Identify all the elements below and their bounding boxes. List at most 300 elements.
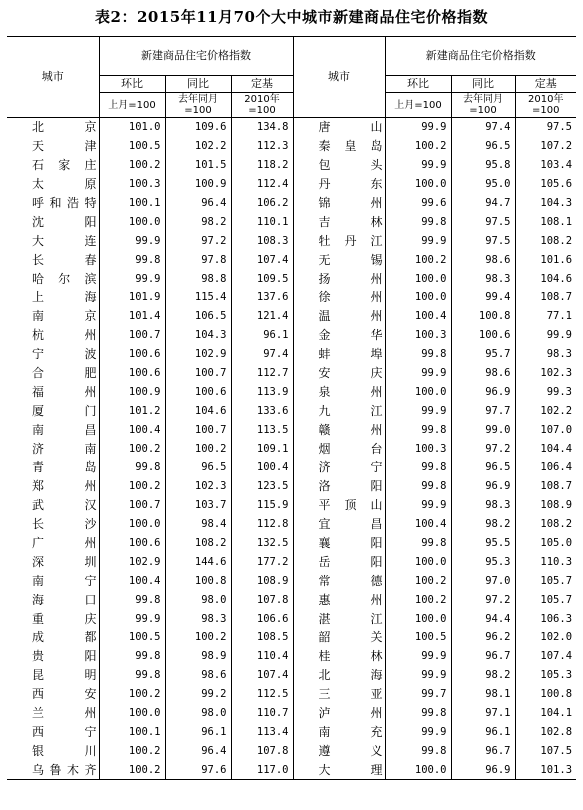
cell-yoy-left: 100.7 (165, 420, 231, 439)
table-row (7, 250, 576, 269)
cell-mom-left: 100.1 (99, 194, 165, 213)
cell-fixed-right: 98.3 (515, 345, 576, 364)
cell-mom-left: 100.4 (99, 420, 165, 439)
cell-mom-right: 100.5 (385, 628, 451, 647)
cell-fixed-left: 137.6 (231, 288, 293, 307)
cell-yoy-right: 97.7 (451, 401, 515, 420)
table-row (7, 685, 576, 704)
city-name-left: 深圳 (32, 554, 97, 569)
cell-fixed-right: 102.0 (515, 628, 576, 647)
table-row (7, 534, 576, 553)
city-name-left: 宁波 (32, 347, 97, 362)
cell-mom-left: 100.6 (99, 534, 165, 553)
cell-yoy-left: 98.0 (165, 590, 231, 609)
cell-fixed-right: 104.1 (515, 704, 576, 723)
cell-mom-right: 100.0 (385, 760, 451, 779)
cell-yoy-right: 97.5 (451, 231, 515, 250)
cell-mom-right: 100.4 (385, 307, 451, 326)
cell-yoy-left: 100.2 (165, 439, 231, 458)
cell-yoy-left: 102.9 (165, 345, 231, 364)
cell-yoy-left: 96.4 (165, 741, 231, 760)
cell-yoy-left: 97.8 (165, 250, 231, 269)
city-name-right: 温州 (293, 307, 385, 326)
cell-fixed-left: 121.4 (231, 307, 293, 326)
city-name-left: 成都 (32, 630, 97, 645)
table-row (7, 156, 576, 175)
cell-yoy-left: 98.9 (165, 647, 231, 666)
cell-mom-left: 99.9 (99, 609, 165, 628)
city-name-left: 大连 (32, 233, 97, 248)
city-name-left: 海口 (32, 592, 97, 607)
city-name-right: 秦皇岛 (293, 137, 385, 156)
cell-fixed-right: 107.4 (515, 647, 576, 666)
cell-fixed-left: 112.5 (231, 685, 293, 704)
cell-mom-left: 100.2 (99, 439, 165, 458)
cell-yoy-left: 109.6 (165, 118, 231, 137)
cell-fixed-left: 134.8 (231, 118, 293, 137)
cell-fixed-right: 108.7 (515, 477, 576, 496)
cell-yoy-left: 102.2 (165, 137, 231, 156)
cell-mom-left: 99.8 (99, 647, 165, 666)
cell-fixed-right: 105.7 (515, 590, 576, 609)
city-name-right: 岳阳 (293, 552, 385, 571)
cell-fixed-right: 107.5 (515, 741, 576, 760)
table-row (7, 760, 576, 779)
cell-mom-right: 99.9 (385, 496, 451, 515)
cell-yoy-right: 94.4 (451, 609, 515, 628)
city-name-left: 西宁 (32, 724, 97, 739)
cell-fixed-left: 107.4 (231, 250, 293, 269)
cell-yoy-right: 95.8 (451, 156, 515, 175)
cell-yoy-left: 101.5 (165, 156, 231, 175)
header-mom-right: 环比 (385, 76, 451, 93)
table-row (7, 496, 576, 515)
city-name-left: 福州 (32, 384, 97, 399)
cell-mom-left: 99.9 (99, 231, 165, 250)
city-name-right: 蚌埠 (293, 345, 385, 364)
table-row (7, 420, 576, 439)
cell-fixed-right: 108.7 (515, 288, 576, 307)
city-name-right: 金华 (293, 326, 385, 345)
city-name-left: 广州 (32, 536, 97, 551)
cell-mom-left: 100.2 (99, 741, 165, 760)
cell-mom-left: 99.9 (99, 269, 165, 288)
cell-fixed-left: 117.0 (231, 760, 293, 779)
cell-yoy-left: 100.8 (165, 571, 231, 590)
cell-mom-right: 99.9 (385, 723, 451, 742)
cell-fixed-right: 108.2 (515, 231, 576, 250)
cell-fixed-left: 100.4 (231, 458, 293, 477)
cell-fixed-right: 105.6 (515, 175, 576, 194)
cell-mom-right: 99.8 (385, 420, 451, 439)
cell-yoy-right: 95.3 (451, 552, 515, 571)
cell-mom-right: 99.9 (385, 401, 451, 420)
city-name-right: 宜昌 (293, 515, 385, 534)
cell-mom-right: 99.9 (385, 118, 451, 137)
cell-fixed-right: 101.3 (515, 760, 576, 779)
city-name-right: 常德 (293, 571, 385, 590)
cell-fixed-right: 100.8 (515, 685, 576, 704)
cell-mom-right: 99.9 (385, 666, 451, 685)
cell-mom-left: 100.5 (99, 628, 165, 647)
cell-fixed-left: 177.2 (231, 552, 293, 571)
cell-fixed-left: 110.1 (231, 212, 293, 231)
cell-yoy-right: 98.2 (451, 666, 515, 685)
cell-mom-left: 102.9 (99, 552, 165, 571)
cell-fixed-left: 108.5 (231, 628, 293, 647)
cell-mom-left: 100.7 (99, 326, 165, 345)
city-name-right: 九江 (293, 401, 385, 420)
table-row (7, 723, 576, 742)
cell-fixed-left: 108.3 (231, 231, 293, 250)
cell-mom-left: 100.5 (99, 137, 165, 156)
cell-yoy-right: 96.9 (451, 382, 515, 401)
cell-yoy-right: 95.0 (451, 175, 515, 194)
cell-yoy-right: 99.0 (451, 420, 515, 439)
cell-fixed-right: 107.2 (515, 137, 576, 156)
cell-fixed-left: 106.6 (231, 609, 293, 628)
cell-yoy-right: 96.1 (451, 723, 515, 742)
city-name-right: 惠州 (293, 590, 385, 609)
cell-fixed-right: 102.3 (515, 364, 576, 383)
cell-yoy-left: 108.2 (165, 534, 231, 553)
cell-mom-left: 100.2 (99, 685, 165, 704)
cell-fixed-left: 112.8 (231, 515, 293, 534)
city-name-left: 厦门 (32, 403, 97, 418)
table-row (7, 552, 576, 571)
cell-fixed-left: 113.9 (231, 382, 293, 401)
cell-yoy-left: 98.3 (165, 609, 231, 628)
city-name-right: 南充 (293, 723, 385, 742)
table-row (7, 628, 576, 647)
cell-mom-right: 100.4 (385, 515, 451, 534)
cell-fixed-right: 77.1 (515, 307, 576, 326)
cell-fixed-left: 112.7 (231, 364, 293, 383)
cell-fixed-left: 110.7 (231, 704, 293, 723)
header-yoy-right: 同比 (451, 76, 515, 93)
city-name-right: 安庆 (293, 364, 385, 383)
cell-yoy-right: 98.1 (451, 685, 515, 704)
city-name-right: 平顶山 (293, 496, 385, 515)
cell-mom-left: 100.6 (99, 345, 165, 364)
city-name-right: 牡丹江 (293, 231, 385, 250)
cell-mom-right: 99.8 (385, 345, 451, 364)
city-name-right: 北海 (293, 666, 385, 685)
cell-fixed-left: 109.5 (231, 269, 293, 288)
city-name-right: 湛江 (293, 609, 385, 628)
cell-yoy-right: 97.1 (451, 704, 515, 723)
city-name-left: 银川 (32, 743, 97, 758)
cell-mom-right: 99.9 (385, 647, 451, 666)
cell-yoy-left: 104.3 (165, 326, 231, 345)
cell-mom-left: 100.0 (99, 704, 165, 723)
cell-yoy-right: 97.4 (451, 118, 515, 137)
cell-fixed-right: 102.2 (515, 401, 576, 420)
header-mom-base-right: 上月=100 (385, 93, 451, 118)
cell-mom-right: 99.9 (385, 156, 451, 175)
city-name-right: 锦州 (293, 194, 385, 213)
cell-mom-right: 100.2 (385, 250, 451, 269)
cell-fixed-left: 112.4 (231, 175, 293, 194)
city-name-left: 沈阳 (32, 214, 97, 229)
cell-fixed-right: 105.0 (515, 534, 576, 553)
cell-mom-left: 100.9 (99, 382, 165, 401)
table-header (7, 37, 576, 118)
cell-mom-right: 99.8 (385, 477, 451, 496)
table-row (7, 704, 576, 723)
cell-mom-right: 99.8 (385, 534, 451, 553)
cell-yoy-left: 103.7 (165, 496, 231, 515)
city-name-left: 长沙 (32, 517, 97, 532)
city-name-left: 北京 (32, 120, 97, 135)
table-row (7, 515, 576, 534)
cell-yoy-left: 104.6 (165, 401, 231, 420)
cell-yoy-left: 97.2 (165, 231, 231, 250)
city-name-right: 唐山 (293, 118, 385, 137)
city-name-left: 青岛 (32, 460, 97, 475)
table-row (7, 307, 576, 326)
table-row (7, 609, 576, 628)
cell-yoy-right: 98.6 (451, 364, 515, 383)
cell-yoy-left: 100.7 (165, 364, 231, 383)
cell-fixed-left: 115.9 (231, 496, 293, 515)
cell-fixed-left: 107.8 (231, 590, 293, 609)
cell-fixed-right: 104.6 (515, 269, 576, 288)
cell-fixed-left: 106.2 (231, 194, 293, 213)
city-name-right: 济宁 (293, 458, 385, 477)
cell-yoy-right: 97.2 (451, 439, 515, 458)
table-row (7, 590, 576, 609)
header-mom-base-left: 上月=100 (99, 93, 165, 118)
table-row (7, 326, 576, 345)
cell-yoy-left: 96.1 (165, 723, 231, 742)
city-name-right: 泉州 (293, 382, 385, 401)
header-yoy-base-left: 去年同月=100 (165, 93, 231, 118)
cell-fixed-right: 99.3 (515, 382, 576, 401)
table-row (7, 212, 576, 231)
cell-mom-left: 100.2 (99, 156, 165, 175)
city-name-left: 南京 (32, 309, 97, 324)
cell-yoy-right: 96.7 (451, 647, 515, 666)
header-group-left: 新建商品住宅价格指数 (99, 37, 293, 76)
cell-mom-right: 100.3 (385, 326, 451, 345)
city-name-right: 三亚 (293, 685, 385, 704)
cell-yoy-right: 98.3 (451, 496, 515, 515)
cell-mom-right: 100.0 (385, 269, 451, 288)
cell-fixed-right: 103.4 (515, 156, 576, 175)
city-name-left: 贵阳 (32, 649, 97, 664)
cell-fixed-left: 108.9 (231, 571, 293, 590)
city-name-left: 天津 (32, 139, 97, 154)
cell-mom-left: 100.7 (99, 496, 165, 515)
cell-yoy-right: 100.8 (451, 307, 515, 326)
cell-mom-right: 100.3 (385, 439, 451, 458)
cell-mom-left: 100.6 (99, 364, 165, 383)
cell-yoy-left: 98.2 (165, 212, 231, 231)
cell-mom-right: 100.0 (385, 288, 451, 307)
city-name-left: 呼和浩特 (32, 196, 97, 210)
cell-yoy-left: 98.8 (165, 269, 231, 288)
cell-fixed-right: 106.3 (515, 609, 576, 628)
cell-fixed-right: 101.6 (515, 250, 576, 269)
city-name-right: 吉林 (293, 212, 385, 231)
table-row (7, 477, 576, 496)
city-name-left: 重庆 (32, 611, 97, 626)
cell-mom-left: 100.0 (99, 515, 165, 534)
cell-mom-right: 99.9 (385, 231, 451, 250)
cell-mom-left: 99.8 (99, 250, 165, 269)
cell-mom-left: 100.1 (99, 723, 165, 742)
cell-mom-right: 100.0 (385, 382, 451, 401)
cell-mom-right: 99.8 (385, 458, 451, 477)
city-name-right: 包头 (293, 156, 385, 175)
cell-fixed-right: 107.0 (515, 420, 576, 439)
cell-mom-right: 99.8 (385, 741, 451, 760)
cell-yoy-left: 99.2 (165, 685, 231, 704)
cell-yoy-left: 98.6 (165, 666, 231, 685)
header-fixed-base-right: 2010年=100 (515, 93, 576, 118)
table-row (7, 382, 576, 401)
header-base-right: 定基 (515, 76, 576, 93)
cell-mom-left: 99.8 (99, 458, 165, 477)
price-index-table (7, 36, 576, 780)
city-name-right: 洛阳 (293, 477, 385, 496)
cell-mom-left: 99.8 (99, 666, 165, 685)
cell-yoy-right: 96.9 (451, 760, 515, 779)
city-name-left: 兰州 (32, 706, 97, 721)
city-name-right: 襄阳 (293, 534, 385, 553)
city-name-right: 赣州 (293, 420, 385, 439)
city-name-left: 乌鲁木齐 (7, 760, 99, 779)
cell-fixed-left: 110.4 (231, 647, 293, 666)
cell-mom-left: 100.3 (99, 175, 165, 194)
cell-fixed-right: 104.4 (515, 439, 576, 458)
table-title: 表2：2015年11月70个大中城市新建商品住宅价格指数 (95, 8, 488, 26)
cell-mom-left: 101.2 (99, 401, 165, 420)
city-name-right: 大理 (293, 760, 385, 779)
cell-fixed-right: 108.1 (515, 212, 576, 231)
city-name-right: 遵义 (293, 741, 385, 760)
cell-mom-left: 100.2 (99, 477, 165, 496)
cell-yoy-right: 96.9 (451, 477, 515, 496)
city-name-right: 泸州 (293, 704, 385, 723)
city-name-left: 合肥 (32, 366, 97, 381)
table-row (7, 269, 576, 288)
city-name-left: 南宁 (32, 573, 97, 588)
city-name-right: 韶关 (293, 628, 385, 647)
city-name-right: 桂林 (293, 647, 385, 666)
cell-mom-left: 100.2 (99, 760, 165, 779)
cell-fixed-left: 97.4 (231, 345, 293, 364)
cell-mom-left: 99.8 (99, 590, 165, 609)
cell-yoy-right: 97.0 (451, 571, 515, 590)
cell-fixed-right: 97.5 (515, 118, 576, 137)
cell-yoy-right: 98.6 (451, 250, 515, 269)
city-name-right: 无锡 (293, 250, 385, 269)
table-row (7, 364, 576, 383)
city-name-left: 济南 (32, 441, 97, 456)
city-name-right: 徐州 (293, 288, 385, 307)
cell-yoy-left: 96.5 (165, 458, 231, 477)
cell-yoy-right: 96.5 (451, 458, 515, 477)
cell-fixed-left: 132.5 (231, 534, 293, 553)
cell-yoy-left: 98.0 (165, 704, 231, 723)
table-row (7, 137, 576, 156)
cell-fixed-left: 107.8 (231, 741, 293, 760)
city-name-left: 武汉 (32, 498, 97, 513)
cell-mom-left: 101.4 (99, 307, 165, 326)
cell-yoy-left: 100.9 (165, 175, 231, 194)
cell-yoy-left: 96.4 (165, 194, 231, 213)
city-name-left: 上海 (32, 290, 97, 305)
header-yoy-base-right: 去年同月=100 (451, 93, 515, 118)
header-city-right: 城市 (293, 37, 385, 118)
cell-mom-right: 100.2 (385, 137, 451, 156)
cell-fixed-right: 104.3 (515, 194, 576, 213)
header-city-left: 城市 (7, 37, 99, 118)
cell-fixed-left: 118.2 (231, 156, 293, 175)
table-row (7, 118, 576, 137)
table-row (7, 194, 576, 213)
cell-yoy-right: 95.7 (451, 345, 515, 364)
cell-yoy-left: 100.6 (165, 382, 231, 401)
cell-fixed-right: 106.4 (515, 458, 576, 477)
cell-yoy-left: 102.3 (165, 477, 231, 496)
cell-mom-left: 101.9 (99, 288, 165, 307)
city-name-left: 太原 (32, 177, 97, 192)
cell-fixed-right: 99.9 (515, 326, 576, 345)
city-name-left: 长春 (32, 252, 97, 267)
cell-yoy-left: 97.6 (165, 760, 231, 779)
cell-mom-left: 100.4 (99, 571, 165, 590)
table-row (7, 666, 576, 685)
cell-yoy-right: 96.2 (451, 628, 515, 647)
cell-mom-left: 100.0 (99, 212, 165, 231)
cell-yoy-left: 100.2 (165, 628, 231, 647)
cell-fixed-left: 113.5 (231, 420, 293, 439)
cell-yoy-right: 97.5 (451, 212, 515, 231)
city-name-right: 丹东 (293, 175, 385, 194)
table-row (7, 439, 576, 458)
city-name-left: 哈尔滨 (32, 271, 97, 286)
table-row (7, 175, 576, 194)
cell-mom-right: 99.6 (385, 194, 451, 213)
cell-fixed-right: 102.8 (515, 723, 576, 742)
cell-yoy-right: 96.7 (451, 741, 515, 760)
cell-mom-right: 100.0 (385, 609, 451, 628)
cell-fixed-left: 96.1 (231, 326, 293, 345)
cell-yoy-right: 94.7 (451, 194, 515, 213)
cell-yoy-left: 144.6 (165, 552, 231, 571)
header-base-left: 定基 (231, 76, 293, 93)
table-row (7, 288, 576, 307)
cell-fixed-right: 108.2 (515, 515, 576, 534)
table-row (7, 345, 576, 364)
header-mom-left: 环比 (99, 76, 165, 93)
city-name-right: 扬州 (293, 269, 385, 288)
table-row (7, 647, 576, 666)
table-row (7, 458, 576, 477)
table-body (7, 118, 576, 780)
cell-mom-left: 101.0 (99, 118, 165, 137)
cell-mom-right: 100.2 (385, 590, 451, 609)
table-row (7, 741, 576, 760)
cell-fixed-left: 133.6 (231, 401, 293, 420)
cell-mom-right: 100.0 (385, 552, 451, 571)
cell-fixed-left: 123.5 (231, 477, 293, 496)
cell-yoy-left: 106.5 (165, 307, 231, 326)
cell-mom-right: 99.9 (385, 364, 451, 383)
